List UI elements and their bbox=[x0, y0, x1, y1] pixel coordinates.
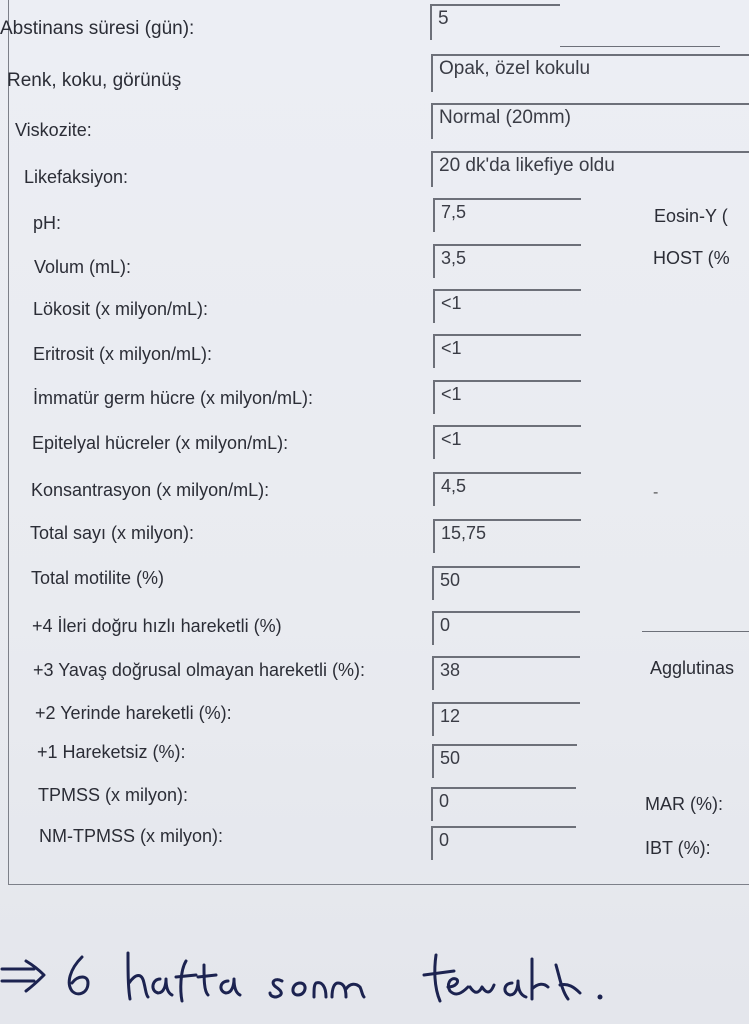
label-concentration: Konsantrasyon (x milyon/mL): bbox=[31, 480, 270, 500]
field-in-place[interactable]: 12 bbox=[432, 702, 580, 736]
label-eosin: Eosin-Y ( bbox=[654, 206, 728, 226]
label-leukocyte: Lökosit (x milyon/mL): bbox=[33, 299, 209, 319]
field-slow-nonlinear[interactable]: 38 bbox=[432, 656, 580, 690]
field-concentration[interactable]: 4,5 bbox=[433, 472, 581, 506]
label-total-count: Total sayı (x milyon): bbox=[30, 523, 195, 543]
field-ph[interactable]: 7,5 bbox=[433, 198, 581, 232]
label-immotile: +1 Hareketsiz (%): bbox=[37, 742, 186, 762]
label-mar: MAR (%): bbox=[645, 794, 723, 814]
field-leukocyte[interactable]: <1 bbox=[433, 289, 581, 323]
field-liquefaction[interactable]: 20 dk'da likefiye oldu bbox=[431, 151, 749, 187]
label-agglutination: Agglutinas bbox=[650, 658, 735, 678]
label-ibt: IBT (%): bbox=[645, 838, 711, 858]
field-total-motility[interactable]: 50 bbox=[432, 566, 580, 600]
label-color-odor: Renk, koku, görünüş bbox=[7, 70, 182, 91]
field-total-count[interactable]: 15,75 bbox=[433, 519, 581, 553]
row-underline bbox=[560, 46, 720, 47]
field-tpmss[interactable]: 0 bbox=[431, 787, 576, 821]
label-ph: pH: bbox=[33, 213, 62, 233]
label-volume: Volum (mL): bbox=[34, 257, 132, 277]
field-nm-tpmss[interactable]: 0 bbox=[431, 826, 576, 860]
label-in-place: +2 Yerinde hareketli (%): bbox=[35, 703, 232, 723]
field-progressive-fast[interactable]: 0 bbox=[432, 611, 580, 645]
label-liquefaction: Likefaksiyon: bbox=[24, 167, 129, 187]
label-host: HOST (% bbox=[653, 248, 730, 268]
label-abstinence: Abstinans süresi (gün): bbox=[0, 18, 195, 39]
field-color-odor[interactable]: Opak, özel kokulu bbox=[431, 54, 749, 92]
field-immotile[interactable]: 50 bbox=[432, 744, 577, 778]
label-total-motility: Total motilite (%) bbox=[31, 568, 165, 588]
label-viscosity: Viskozite: bbox=[15, 120, 92, 140]
handwritten-note bbox=[0, 935, 620, 1015]
dash-mark: - bbox=[653, 484, 659, 501]
field-erythrocyte[interactable]: <1 bbox=[433, 334, 581, 368]
label-epithelial: Epitelyal hücreler (x milyon/mL): bbox=[32, 433, 289, 453]
field-epithelial[interactable]: <1 bbox=[433, 425, 581, 459]
field-viscosity[interactable]: Normal (20mm) bbox=[431, 103, 749, 139]
label-nm-tpmss: NM-TPMSS (x milyon): bbox=[39, 826, 223, 846]
field-immature-germ[interactable]: <1 bbox=[433, 380, 581, 414]
label-slow-nonlinear: +3 Yavaş doğrusal olmayan hareketli (%): bbox=[33, 660, 366, 680]
label-tpmss: TPMSS (x milyon): bbox=[38, 785, 189, 805]
label-immature-germ: İmmatür germ hücre (x milyon/mL): bbox=[33, 388, 314, 408]
label-progressive-fast: +4 İleri doğru hızlı hareketli (%) bbox=[32, 616, 282, 636]
blank-line bbox=[642, 631, 749, 632]
field-volume[interactable]: 3,5 bbox=[433, 244, 581, 278]
field-abstinence[interactable]: 5 bbox=[430, 4, 560, 40]
label-erythrocyte: Eritrosit (x milyon/mL): bbox=[33, 344, 213, 364]
